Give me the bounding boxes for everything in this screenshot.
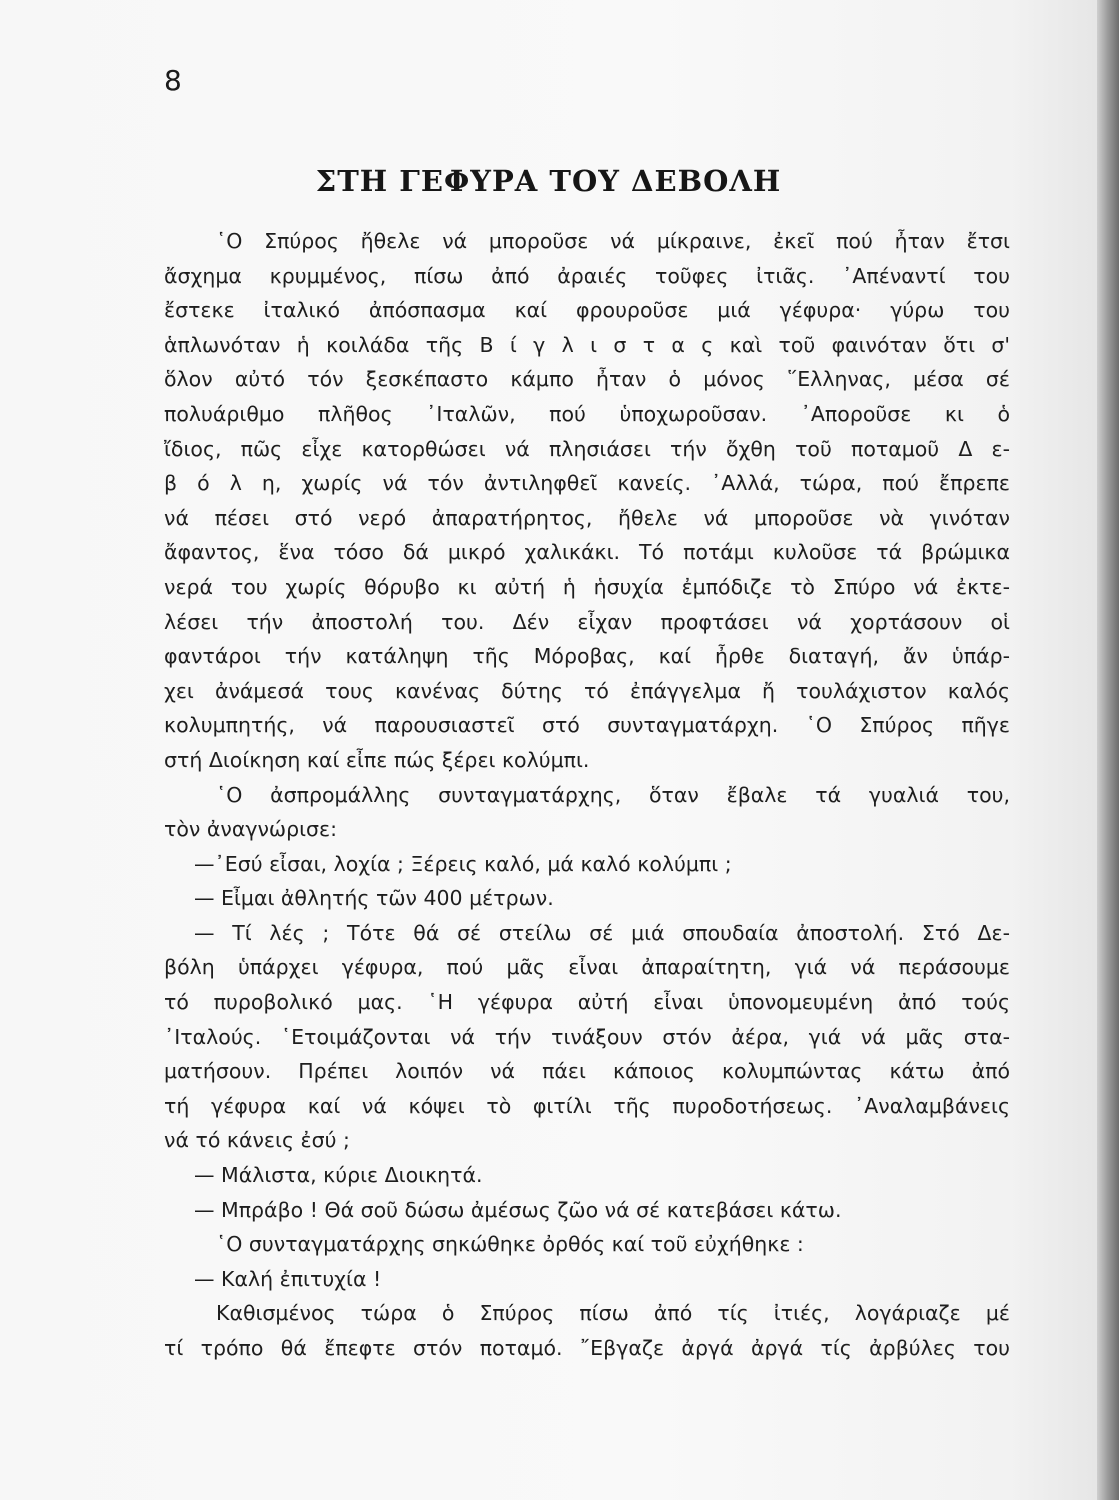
- dialogue-line: — Μπράβο ! Θά σοῦ δώσω ἀμέσως ζῶο νά σέ κατεβάσει κάτω.: [194, 1197, 842, 1222]
- text-line: ματήσουν. Πρέπει λοιπόν νά πάει κάποιος κολυμπώντας κάτω ἀπό: [164, 1059, 1010, 1084]
- chapter-title: ΣΤΗ ΓΕΦΥΡΑ ΤΟΥ ΔΕΒΟΛΗ: [315, 164, 782, 198]
- text-line: φαντάροι τήν κατάληψη τῆς Μόροβας, καί ἦρθε διαταγή, ἄν ὑπάρ-: [164, 644, 1010, 669]
- text-line: νά τό κάνεις ἐσύ ;: [164, 1128, 350, 1153]
- dialogue-line: — Εἶμαι ἀθλητής τῶν 400 μέτρων.: [194, 886, 554, 911]
- page-number: 8: [164, 64, 182, 97]
- text-line: στή Διοίκηση καί εἶπε πώς ξέρει κολύμπι.: [164, 747, 590, 772]
- dialogue-line: —᾿Εσύ εἶσαι, λοχία ; Ξέρεις καλό, μά καλό κολύμπι ;: [194, 851, 732, 876]
- text-line: ἔστεκε ἰταλικό ἀπόσπασμα καί φρουροῦσε μιά γέφυρα· γύρω του: [164, 298, 1010, 323]
- text-line: ἴδιος, πῶς εἶχε κατορθώσει νά πλησιάσει τήν ὄχθη τοῦ ποταμοῦ Δ ε-: [164, 436, 1010, 461]
- text-line: πολυάριθμο πλῆθος ᾿Ιταλῶν, πού ὑποχωροῦσαν. ᾿Αποροῦσε κι ὁ: [164, 401, 1010, 426]
- page-edge-shadow: [1097, 0, 1119, 1500]
- text-line: τό πυροβολικό μας. ῾Η γέφυρα αὐτή εἶναι ὑπονομευμένη ἀπό τούς: [164, 990, 1010, 1015]
- text-line: ἄσχημα κρυμμένος, πίσω ἀπό ἀραιές τοῦφες ἰτιᾶς. ᾿Απέναντί του: [164, 263, 1010, 288]
- dialogue-line: — Καλή ἐπιτυχία !: [194, 1266, 382, 1291]
- text-line: νερά του χωρίς θόρυβο κι αὐτή ἡ ἡσυχία ἐμπόδιζε τὸ Σπύρο νά ἐκτε-: [164, 574, 1010, 599]
- text-line: τὸν ἀναγνώρισε:: [164, 817, 338, 842]
- text-line: ἄφαντος, ἕνα τόσο δά μικρό χαλικάκι. Τό ποτάμι κυλοῦσε τά βρώμικα: [164, 540, 1010, 565]
- text-line: χει ἀνάμεσά τους κανένας δύτης τό ἐπάγγελμα ἤ τουλάχιστον καλός: [164, 678, 1010, 703]
- dialogue-line: — Μάλιστα, κύριε Διοικητά.: [194, 1163, 483, 1188]
- text-line: τή γέφυρα καί νά κόψει τὸ φιτίλι τῆς πυροδοτήσεως. ᾿Αναλαμβάνεις: [164, 1093, 1010, 1118]
- text-line: ᾿Ιταλούς. ῾Ετοιμάζονται νά τήν τινάξουν στόν ἀέρα, γιά νά μᾶς στα-: [164, 1024, 1010, 1049]
- dialogue-line: — Τί λές ; Τότε θά σέ στείλω σέ μιά σπουδαία ἀποστολή. Στό Δε-: [194, 920, 1010, 945]
- text-line: ὅλον αὐτό τόν ξεσκέπαστο κάμπο ἦταν ὁ μόνος ῞Ελληνας, μέσα σέ: [164, 367, 1010, 392]
- text-line: κολυμπητής, νά παρουσιαστεῖ στό συνταγματάρχη. ῾Ο Σπύρος πῆγε: [164, 713, 1010, 738]
- text-line: ῾Ο Σπύρος ἤθελε νά μποροῦσε νά μίκραινε, ἐκεῖ πού ἦταν ἔτσι: [216, 229, 1010, 253]
- text-line: ῾Ο ἀσπρομάλλης συνταγματάρχης, ὅταν ἔβαλε τά γυαλιά του,: [216, 782, 1010, 807]
- body-text: [164, 224, 1010, 1366]
- text-line: τί τρόπο θά ἔπεφτε στόν ποταμό. ῎Εβγαζε ἀργά ἀργά τίς ἀρβύλες του: [164, 1336, 1010, 1360]
- text-line: λέσει τήν ἀποστολή του. Δέν εἶχαν προφτάσει νά χορτάσουν οἱ: [164, 609, 1010, 634]
- text-line: βόλη ὑπάρχει γέφυρα, πού μᾶς εἶναι ἀπαραίτητη, γιά νά περάσουμε: [164, 955, 1010, 980]
- text-line: Καθισμένος τώρα ὁ Σπύρος πίσω ἀπό τίς ἰτιές, λογάριαζε μέ: [216, 1301, 1010, 1326]
- text-line: νά πέσει στό νερό ἀπαρατήρητος, ἤθελε νά μποροῦσε νὰ γινόταν: [164, 505, 1010, 530]
- text-line: ῾Ο συνταγματάρχης σηκώθηκε ὀρθός καί τοῦ εὐχήθηκε :: [216, 1232, 804, 1257]
- text-line: β ό λ η, χωρίς νά τόν ἀντιληφθεῖ κανείς. ᾿Αλλά, τώρα, πού ἔπρεπε: [164, 471, 1010, 496]
- text-line: ἁπλωνόταν ἡ κοιλάδα τῆς Β ί γ λ ι σ τ α ς καὶ τοῦ φαινόταν ὅτι σ': [164, 332, 1010, 357]
